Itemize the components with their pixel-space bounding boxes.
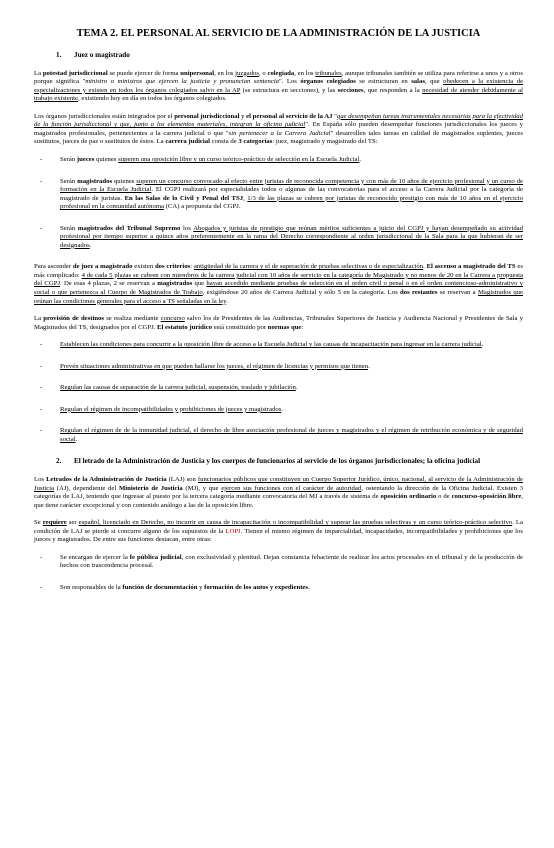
list-item-magistrados: - Serán magistrados quienes superen un concurso convocado al efecto entre juristas de reconocida competencia y con más de 10 años de ejercicio profesional y un curso de formación en la Escuela Judicial. El CGPJ realizará por especialidades todos o algunas de las convocatorias para el acceso a la Carrera Judicial por la categoría de magistrado de juristas. En las Salas de lo Civil y Penal del TSJ, 1/3 de las plazas se cubren por juristas de reconocido prestigio con más de 10 años en el ejercicio profesional en la comunidad autónoma (CA) a propuesta del CGPJ. bbox=[40, 177, 523, 211]
paragraph-ascenso: Para ascender de juez a magistrado existen dos criterios: antigüedad de la carrera y el de superación de pruebas selectivas o de especialización. El ascenso a magistrado del TS es más complicado: 4 de cada 5 plazas se cubren con miembros de la carrera judicial con 10 años de servicio en la categoría de Magistrado y no menos de 20 en la Carrera a propuesta del CGPJ. De esas 4 plazas, 2 se reservan a magistrados que hayan accedido mediante pruebas de selección en el orden civil o penal o en el orden contencioso-administrativo y social o que pertenezca al Cuerpo de Magistrados de Trabajo, exigiéndose 20 años de Carrera Judicial y sólo 5 en la categoría. Los dos restantes se reservan a Magistrados que reúnan las condiciones generales para el acceso a TS señaladas en la ley. bbox=[34, 263, 524, 305]
paragraph-potestad: La potestad jurisdiccional se puede ejercer de forma unipersonal, en los juzgados, o colegiada, en los tribunales, aunque tribunales también se utiliza para referirse a unos y a otros porque significa "ministro o ministros que ejercen la justicia y pronuncian sentencia". Los órganos colegiados se estructuran en salas, que obedecen a la existencia de especializaciones y existen en todos los órganos colegiados salvo en la AP (se estructura en secciones), y las secciones, que responden a la necesidad de atender debidamente al trabajo existente, existiendo hoy en día en todos los órganos colegiados. bbox=[34, 69, 524, 103]
section-label: El letrado de la Administración de Justicia y los cuerpos de funcionarios al servicio de los órganos jurisdiccionales; la oficina judicial bbox=[74, 457, 481, 466]
list-item-inmunidad: - Regulan el régimen de de la inmunidad judicial, el derecho de libre asociación profesional de jueces y magistrados y el régimen de retribución económica y de seguridad social. bbox=[40, 427, 523, 443]
section-label: Juez o magistrado bbox=[74, 51, 130, 59]
paragraph-destinos: La provisión de destinos se realiza mediante concurso salvo los de Presidentes de las Audiencias, Tribunales Superiores de Justicia y Audiencia Nacional y Presidentes de Sala y Magistrados del TS, designados por el CGPJ. El estatuto jurídico está constituido por normas que: bbox=[34, 315, 523, 331]
list-item-magistrados-ts: - Serán magistrados del Tribunal Supremo los Abogados y juristas de prestigio que reúnan méritos suficientes a juicio del CGPJ y hayan desempeñado su actividad profesional por tiempo superior a quince años preferentemente en la rama del Derecho correspondiente al orden jurisdiccional de la Sala para la que hubieran de ser designados. bbox=[40, 224, 523, 249]
list-item-fe-publica: - Se encargan de ejercer la fe pública judicial, con exclusividad y plenitud. Dejan constancia fehaciente de realizar los actos procesales en el tribunal y de la producción de hechos con trascendencia procesal. bbox=[40, 553, 523, 570]
section-heading-2 bbox=[34, 457, 523, 466]
document-page bbox=[34, 28, 523, 606]
section-number: 2. bbox=[56, 457, 62, 466]
list-item-situaciones: - Prevén situaciones administrativas en que pueden hallarse los jueces, el régimen de licencias y permisos que tienen. bbox=[40, 362, 370, 370]
list-item-jueces: - Serán jueces quienes superen una oposición libre y un curso teórico-práctico de selección en la Escuela Judicial. bbox=[40, 155, 362, 163]
paragraph-letrados: Los Letrados de la Administración de Justicia (LAJ) son funcionarios públicos que constituyen un Cuerpo Superior Jurídico, único, nacional, al servicio de la Administración de Justicia (AJ), dependiente del Ministerio de Justicia (MJ), y que ejercen sus funciones con el carácter de autoridad, ostentando la dirección de la Oficina Judicial. Existen 3 categorías de LAJ, teniendo que ingresar al puesto por la tercera categoría mediante convocatoria del MJ a través de sistema de oposición ordinario o de concurso-oposición libre, que tiene carácter excepcional y con contenido análogo a las de la oposición libre. bbox=[34, 476, 524, 509]
section-number: 1. bbox=[56, 51, 62, 59]
paragraph-organos: Los órganos jurisdiccionales están integrados por el personal jurisdiccional y el personal al servicio de la AJ "que desempeñan tareas instrumentales necesarias para la efectividad de la función jurisdiccional y que, junto a los elementos materiales, integran la oficina judicial". En España sólo pueden desempeñar funciones jurisdiccionales los jueces y magistrados profesionales, pertenecientes a la carrera judicial o que "sin pertenecer a la Carrera Judicial" desarrollen tales tareas en calidad de magistrados suplentes, jueces sustitutos, jueces de paz o sustitutos de éstos. La carrera judicial consta de 3 categorías: juez, magistrado y magistrado del TS: bbox=[34, 112, 523, 146]
paragraph-requisitos: Se requiere ser español, licenciado en Derecho, no incurrir en causa de incapacitación o incompatibilidad y superar las pruebas selectivas y un curso teórico-práctico selectivo. La condición de LAJ se pierde si concurre alguno de los supuestos de la LOPJ. Tienen el mismo régimen de imparcialidad, incapacidades, incompatibilidades y prohibiciones que los jueces y magistrados. De entre sus funciones destacan, entre otras: bbox=[34, 519, 523, 544]
list-item-separacion: - Regulan las causas de separación de la carrera judicial, suspensión, traslado y jubilación. bbox=[40, 384, 298, 392]
list-item-documentacion: - Son responsables de la función de documentación y formación de los autos y expedientes. bbox=[40, 583, 310, 591]
list-item-condiciones: - Establecen las condiciones para concurrir a la oposición libre de acceso a la Escuela Judicial y las causas de incapacitación para ingresar en la carrera judicial. bbox=[40, 341, 484, 349]
document-title: TEMA 2. EL PERSONAL AL SERVICIO DE LA ADMINISTRACIÓN DE LA JUSTICIA bbox=[76, 28, 481, 39]
section-heading-1 bbox=[34, 51, 523, 60]
list-item-incompatibilidades: - Regulan el régimen de incompatibilidades y prohibiciones de jueces y magistrados. bbox=[40, 405, 284, 413]
